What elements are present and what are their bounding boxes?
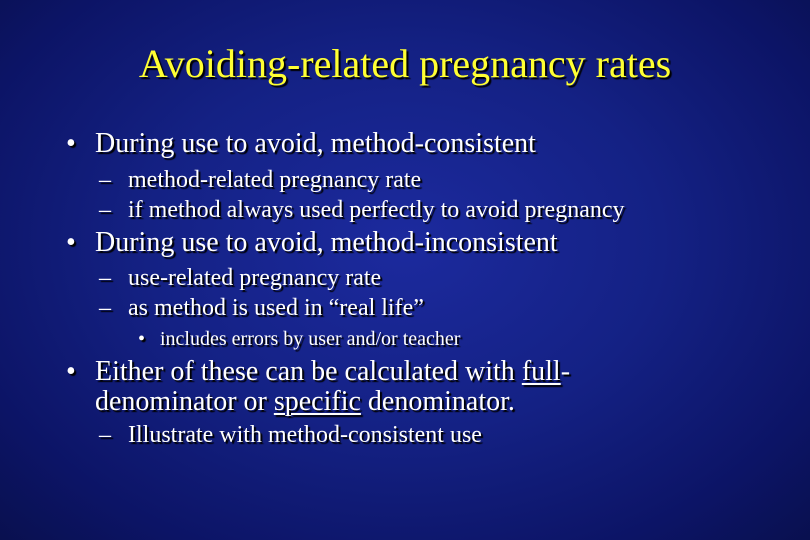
- underlined-term-specific: specific: [273, 386, 361, 417]
- sub-bullet-marker: –: [99, 295, 111, 321]
- bullet-text: During use to avoid, method-consistent: [95, 128, 536, 159]
- sub-bullet-text: if method always used perfectly to avoid pregnancy: [128, 197, 625, 223]
- bullet-text-part: denominator.: [360, 386, 515, 417]
- sub-bullet-text: Illustrate with method-consistent use: [128, 422, 482, 448]
- bullet-marker: •: [66, 356, 76, 387]
- bullet-text-line-2: [95, 386, 515, 418]
- sub-bullet-marker: –: [99, 197, 111, 223]
- bullet-marker: •: [66, 227, 76, 258]
- bullet-text: During use to avoid, method-inconsistent: [95, 227, 558, 258]
- sub-bullet-text: method-related pregnancy rate: [128, 167, 422, 193]
- sub-bullet-text: as method is used in “real life”: [128, 295, 424, 321]
- underlined-term-full: full: [521, 356, 561, 387]
- sub-bullet-marker: –: [99, 265, 111, 291]
- bullet-text-line-1: [95, 356, 570, 388]
- slide-title: Avoiding-related pregnancy rates: [138, 41, 672, 86]
- sub-bullet-marker: –: [99, 167, 111, 193]
- sub-sub-bullet-text: includes errors by user and/or teacher: [160, 328, 461, 350]
- sub-sub-bullet-marker: •: [138, 328, 146, 350]
- bullet-text-part: denominator or: [95, 386, 274, 417]
- sub-bullet-marker: –: [99, 422, 111, 448]
- bullet-text-part: Either of these can be calculated with: [95, 356, 522, 387]
- sub-bullet-text: use-related pregnancy rate: [128, 265, 382, 291]
- bullet-text-part: -: [560, 356, 571, 387]
- bullet-marker: •: [66, 128, 76, 159]
